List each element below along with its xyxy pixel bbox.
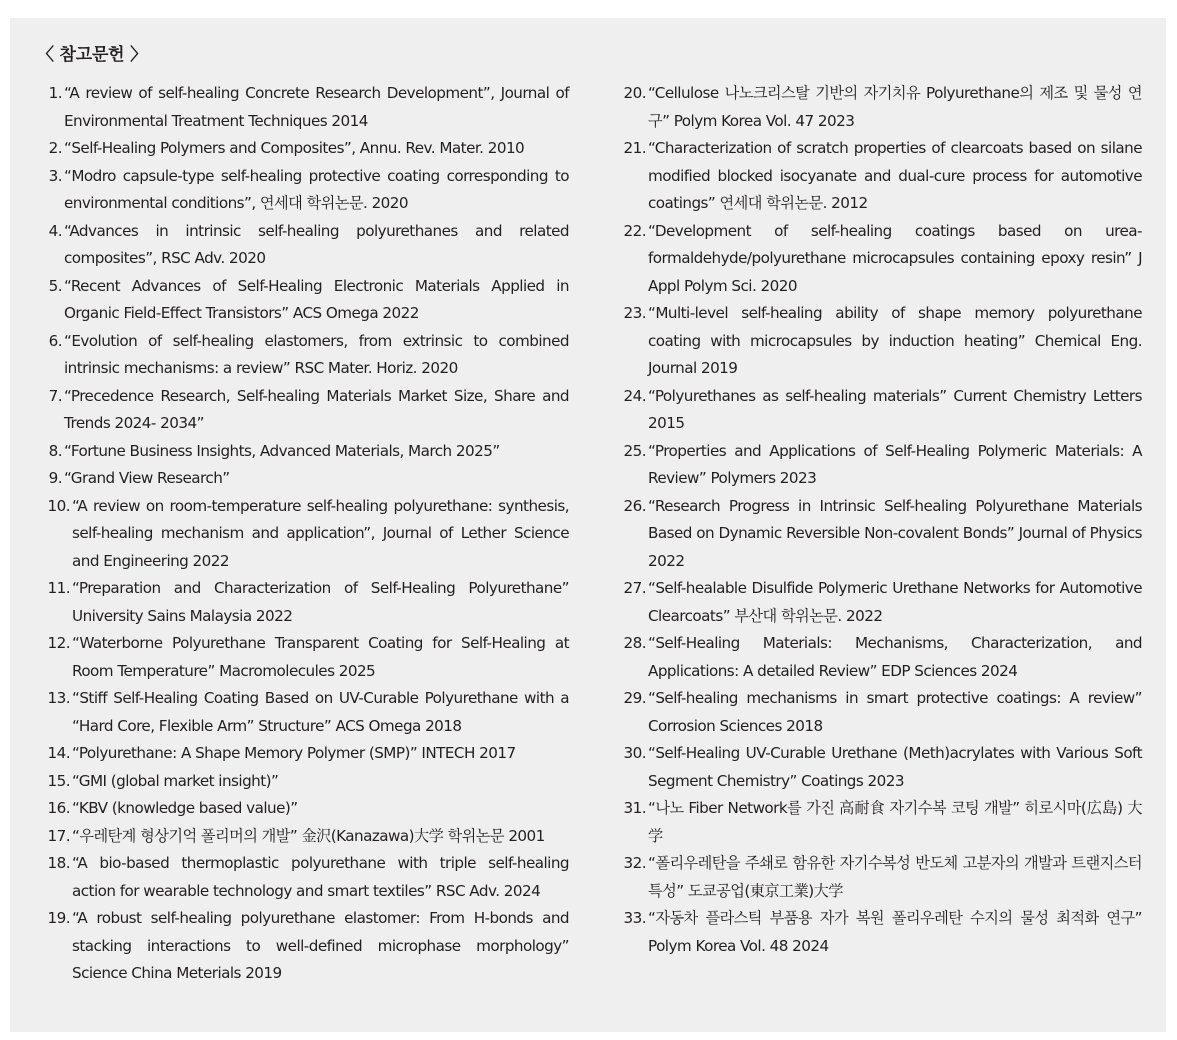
reference-item: [34, 795, 569, 823]
reference-item: [608, 493, 1142, 576]
reference-text: “Evolution of self-healing elastomers, from extrinsic to combined intrinsic mechanisms: a review” RSC Mater. Horiz. 2020: [64, 331, 569, 377]
reference-text: “폴리우레탄을 주쇄로 함유한 자기수복성 반도체 고분자의 개발과 트랜지스터 특성” 도쿄공업(東京工業)大学: [648, 854, 1142, 900]
reference-number: 33.: [623, 909, 646, 927]
reference-text: “Self-Healing Materials: Mechanisms, Characterization, and Applications: A detailed Review” EDP Sciences 2024: [648, 634, 1142, 680]
reference-text: “우레탄계 형상기억 폴리머의 개발” 金沢(Kanazawa)大学 학위논문 2001: [72, 826, 545, 845]
reference-text: “Modro capsule-type self-healing protective coating corresponding to environmental conditions”, 연세대 학위논문. 2020: [64, 166, 569, 212]
references-panel: [10, 18, 1166, 1032]
reference-number: 14.: [47, 744, 70, 762]
reference-text: “Multi-level self-healing ability of shape memory polyurethane coating with microcapsules by induction heating” Chemical Eng. Journal 2019: [648, 304, 1142, 377]
reference-text: “Self-healing mechanisms in smart protective coatings: A review” Corrosion Sciences 2018: [648, 689, 1142, 735]
reference-item: [608, 300, 1142, 383]
reference-number: 3.: [48, 166, 62, 185]
reference-number: 16.: [47, 799, 70, 817]
reference-number: 20.: [623, 84, 646, 102]
reference-text: “자동차 플라스틱 부품용 자가 복원 폴리우레탄 수지의 물성 최적화 연구” Polym Korea Vol. 48 2024: [648, 909, 1142, 955]
reference-number: 23.: [623, 304, 646, 322]
reference-number: 19.: [47, 909, 70, 927]
reference-number: 22.: [623, 221, 646, 240]
reference-item: [608, 905, 1142, 960]
reference-number: 25.: [623, 441, 646, 460]
reference-number: 26.: [623, 496, 646, 515]
reference-number: 9.: [48, 469, 62, 487]
reference-number: 15.: [47, 771, 70, 790]
reference-text: “나노 Fiber Network를 가진 高耐食 자기수복 코팅 개발” 히로시마(広島) 大学: [648, 799, 1142, 845]
reference-number: 17.: [47, 826, 70, 845]
reference-item: [608, 685, 1142, 740]
reference-item: [34, 218, 569, 273]
reference-number: 28.: [623, 634, 646, 652]
references-list-left: [34, 80, 569, 988]
reference-number: 10.: [47, 496, 70, 515]
reference-number: 2.: [48, 139, 62, 157]
reference-text: “Waterborne Polyurethane Transparent Coating for Self-Healing at Room Temperature” Macromolecules 2025: [72, 634, 569, 680]
reference-item: [608, 80, 1142, 135]
reference-item: [34, 328, 569, 383]
reference-item: [608, 135, 1142, 218]
reference-number: 12.: [47, 634, 70, 652]
reference-text: “GMI (global market insight)”: [72, 771, 279, 790]
reference-number: 4.: [48, 221, 62, 240]
reference-item: [34, 273, 569, 328]
reference-item: [608, 383, 1142, 438]
reference-number: 5.: [48, 276, 62, 295]
reference-text: “Fortune Business Insights, Advanced Materials, March 2025”: [64, 441, 500, 460]
reference-item: [608, 438, 1142, 493]
reference-number: 30.: [623, 744, 646, 762]
reference-text: “Development of self-healing coatings based on urea-formaldehyde/polyurethane microcapsules containing epoxy resin” J Appl Polym Sci. 2020: [648, 221, 1142, 295]
reference-number: 24.: [623, 386, 646, 405]
reference-text: “Self-healable Disulfide Polymeric Urethane Networks for Automotive Clearcoats” 부산대 학위논문. 2022: [648, 579, 1142, 625]
reference-item: [34, 493, 569, 576]
reference-item: [34, 823, 569, 851]
reference-number: 1.: [48, 84, 62, 102]
reference-item: [34, 905, 569, 988]
reference-number: 13.: [47, 689, 70, 707]
reference-number: 8.: [48, 441, 62, 460]
reference-item: [34, 383, 569, 438]
references-heading: 〈 참고문헌 〉: [37, 45, 147, 65]
reference-text: “Recent Advances of Self-Healing Electronic Materials Applied in Organic Field-Effect Transistors” ACS Omega 2022: [64, 276, 569, 322]
reference-text: “Properties and Applications of Self-Healing Polymeric Materials: A Review” Polymers 2023: [648, 441, 1142, 487]
references-list-right: [608, 80, 1142, 960]
reference-text: “A review on room-temperature self-healing polyurethane: synthesis, self-healing mechanism and application”, Journal of Lether Science and Engineering 2022: [72, 496, 569, 570]
reference-item: [34, 80, 569, 135]
reference-number: 31.: [623, 799, 646, 817]
reference-number: 6.: [48, 331, 62, 350]
reference-item: [34, 850, 569, 905]
reference-item: [34, 438, 569, 466]
reference-item: [34, 630, 569, 685]
reference-item: [608, 630, 1142, 685]
reference-item: [608, 575, 1142, 630]
reference-item: [34, 465, 569, 493]
reference-number: 7.: [48, 386, 62, 405]
reference-item: [608, 740, 1142, 795]
reference-text: “Polyurethane: A Shape Memory Polymer (SMP)” INTECH 2017: [72, 744, 516, 762]
reference-number: 18.: [47, 854, 70, 872]
reference-item: [34, 163, 569, 218]
reference-text: “Precedence Research, Self-healing Materials Market Size, Share and Trends 2024- 2034”: [64, 386, 569, 432]
reference-item: [34, 135, 569, 163]
reference-item: [34, 740, 569, 768]
reference-text: “Research Progress in Intrinsic Self-healing Polyurethane Materials Based on Dynamic Reversible Non-covalent Bonds” Journal of Physics 2022: [648, 496, 1142, 570]
reference-text: “A bio-based thermoplastic polyurethane with triple self-healing action for wearable technology and smart textiles” RSC Adv. 2024: [72, 854, 569, 900]
reference-item: [34, 685, 569, 740]
reference-text: “Advances in intrinsic self-healing polyurethanes and related composites”, RSC Adv. 2020: [64, 221, 569, 267]
reference-text: “A robust self-healing polyurethane elastomer: From H-bonds and stacking interactions to well-defined microphase morphology” Science China Meterials 2019: [72, 909, 569, 982]
reference-text: “Cellulose 나노크리스탈 기반의 자기치유 Polyurethane의 제조 및 물성 연구” Polym Korea Vol. 47 2023: [648, 84, 1142, 130]
reference-item: [34, 575, 569, 630]
reference-text: “Grand View Research”: [64, 469, 230, 487]
reference-number: 11.: [47, 579, 70, 597]
reference-text: “Preparation and Characterization of Self-Healing Polyurethane” University Sains Malaysia 2022: [72, 579, 569, 625]
reference-number: 21.: [623, 139, 646, 157]
reference-text: “Polyurethanes as self-healing materials” Current Chemistry Letters 2015: [648, 386, 1142, 432]
reference-text: “KBV (knowledge based value)”: [72, 799, 298, 817]
reference-item: [608, 795, 1142, 850]
reference-text: “A review of self-healing Concrete Research Development”, Journal of Environmental Treatment Techniques 2014: [64, 84, 569, 130]
reference-item: [34, 768, 569, 796]
reference-text: “Self-Healing UV-Curable Urethane (Meth)acrylates with Various Soft Segment Chemistry” Coatings 2023: [648, 744, 1142, 790]
reference-item: [608, 218, 1142, 301]
reference-number: 27.: [623, 579, 646, 597]
reference-number: 32.: [623, 854, 646, 872]
reference-text: “Stiff Self-Healing Coating Based on UV-Curable Polyurethane with a “Hard Core, Flexible Arm” Structure” ACS Omega 2018: [72, 689, 569, 735]
reference-item: [608, 850, 1142, 905]
reference-number: 29.: [623, 689, 646, 707]
reference-text: “Self-Healing Polymers and Composites”, Annu. Rev. Mater. 2010: [64, 139, 525, 157]
reference-text: “Characterization of scratch properties of clearcoats based on silane modified blocked isocyanate and dual-cure process for automotive coatings” 연세대 학위논문. 2012: [648, 139, 1142, 212]
